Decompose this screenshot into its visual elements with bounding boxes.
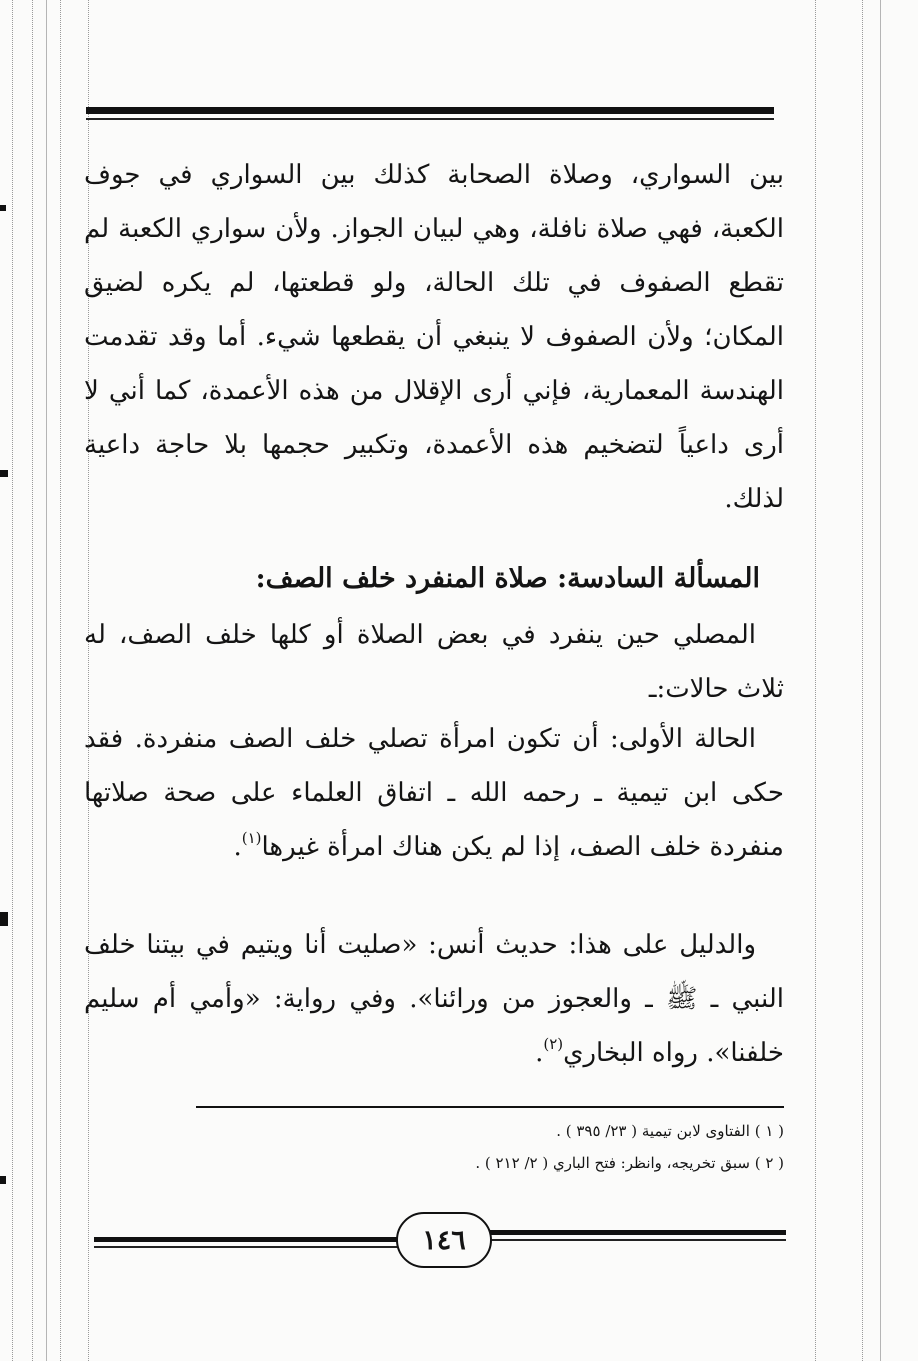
footer-rule-thin bbox=[486, 1239, 786, 1241]
scan-speck bbox=[0, 912, 8, 926]
footnotes bbox=[300, 1115, 784, 1179]
scan-line bbox=[60, 0, 61, 1361]
scan-line bbox=[862, 0, 863, 1361]
scan-speck bbox=[0, 1176, 6, 1184]
page-number: ١٤٦ bbox=[396, 1212, 492, 1268]
scan-line bbox=[46, 0, 47, 1361]
scan-line bbox=[32, 0, 33, 1361]
body-paragraph-1 bbox=[84, 148, 784, 526]
header-rule bbox=[86, 107, 774, 114]
paragraph-end: . bbox=[233, 832, 242, 862]
footnote-separator bbox=[196, 1106, 784, 1108]
scan-line bbox=[880, 0, 881, 1361]
paragraph-text-span: الحالة الأولى: أن تكون امرأة تصلي خلف الصف منفردة. فقد حكى ابن تيمية ـ رحمه الله ـ اتفاق العلماء على صحة صلاتها منفردة خلف الصف، إذا لم يكن هناك امرأة غيرها bbox=[84, 724, 784, 862]
paragraph-text-span: والدليل على هذا: حديث أنس: «صليت أنا ويتيم في بيتنا خلف النبي ـ ﷺ ـ والعجوز من ورائنا». وفي رواية: «وأمي أم سليم خلفنا». رواه البخاري bbox=[84, 930, 784, 1068]
body-paragraph-2 bbox=[84, 608, 784, 716]
paragraph-end: . bbox=[535, 1038, 544, 1068]
footer-rule-thin bbox=[94, 1246, 402, 1248]
footnote-ref-2: (٢) bbox=[543, 1035, 564, 1053]
scan-line bbox=[815, 0, 816, 1361]
footer-rule bbox=[94, 1237, 402, 1242]
header-rule-thin bbox=[86, 118, 774, 120]
footnote-ref-1: (١) bbox=[241, 829, 262, 847]
scan-line bbox=[12, 0, 13, 1361]
scan-speck bbox=[0, 470, 8, 477]
paragraph-text bbox=[84, 712, 784, 874]
footnote-2: ( ٢ ) سبق تخريجه، وانظر: فتح الباري ( ٢/ ٢١٢ ) . bbox=[475, 1154, 784, 1172]
body-paragraph-4 bbox=[84, 918, 784, 1080]
scan-speck bbox=[0, 205, 6, 211]
body-paragraph-3 bbox=[84, 712, 784, 874]
paragraph-text: المصلي حين ينفرد في بعض الصلاة أو كلها خلف الصف، له ثلاث حالات:ـ bbox=[84, 620, 784, 704]
footnote-1: ( ١ ) الفتاوى لابن تيمية ( ٢٣/ ٣٩٥ ) . bbox=[556, 1122, 784, 1140]
section-heading: المسألة السادسة: صلاة المنفرد خلف الصف: bbox=[255, 563, 760, 594]
paragraph-text bbox=[84, 918, 784, 1080]
footer-rule bbox=[486, 1230, 786, 1235]
paragraph-text: بين السواري، وصلاة الصحابة كذلك بين السواري في جوف الكعبة، فهي صلاة نافلة، وهي لبيان الجواز. ولأن سواري الكعبة لم تقطع الصفوف في تلك الحالة، ولو قطعتها، لم يكره لضيق المكان؛ ولأن الصفوف لا ينبغي أن يقطعها شيء. أما وقد تقدمت الهندسة المعمارية، فإني أرى الإقلال من هذه الأعمدة، كما أني لا أرى داعياً لتضخيم هذه الأعمدة، وتكبير حجمها بلا حاجة داعية لذلك. bbox=[84, 160, 784, 514]
